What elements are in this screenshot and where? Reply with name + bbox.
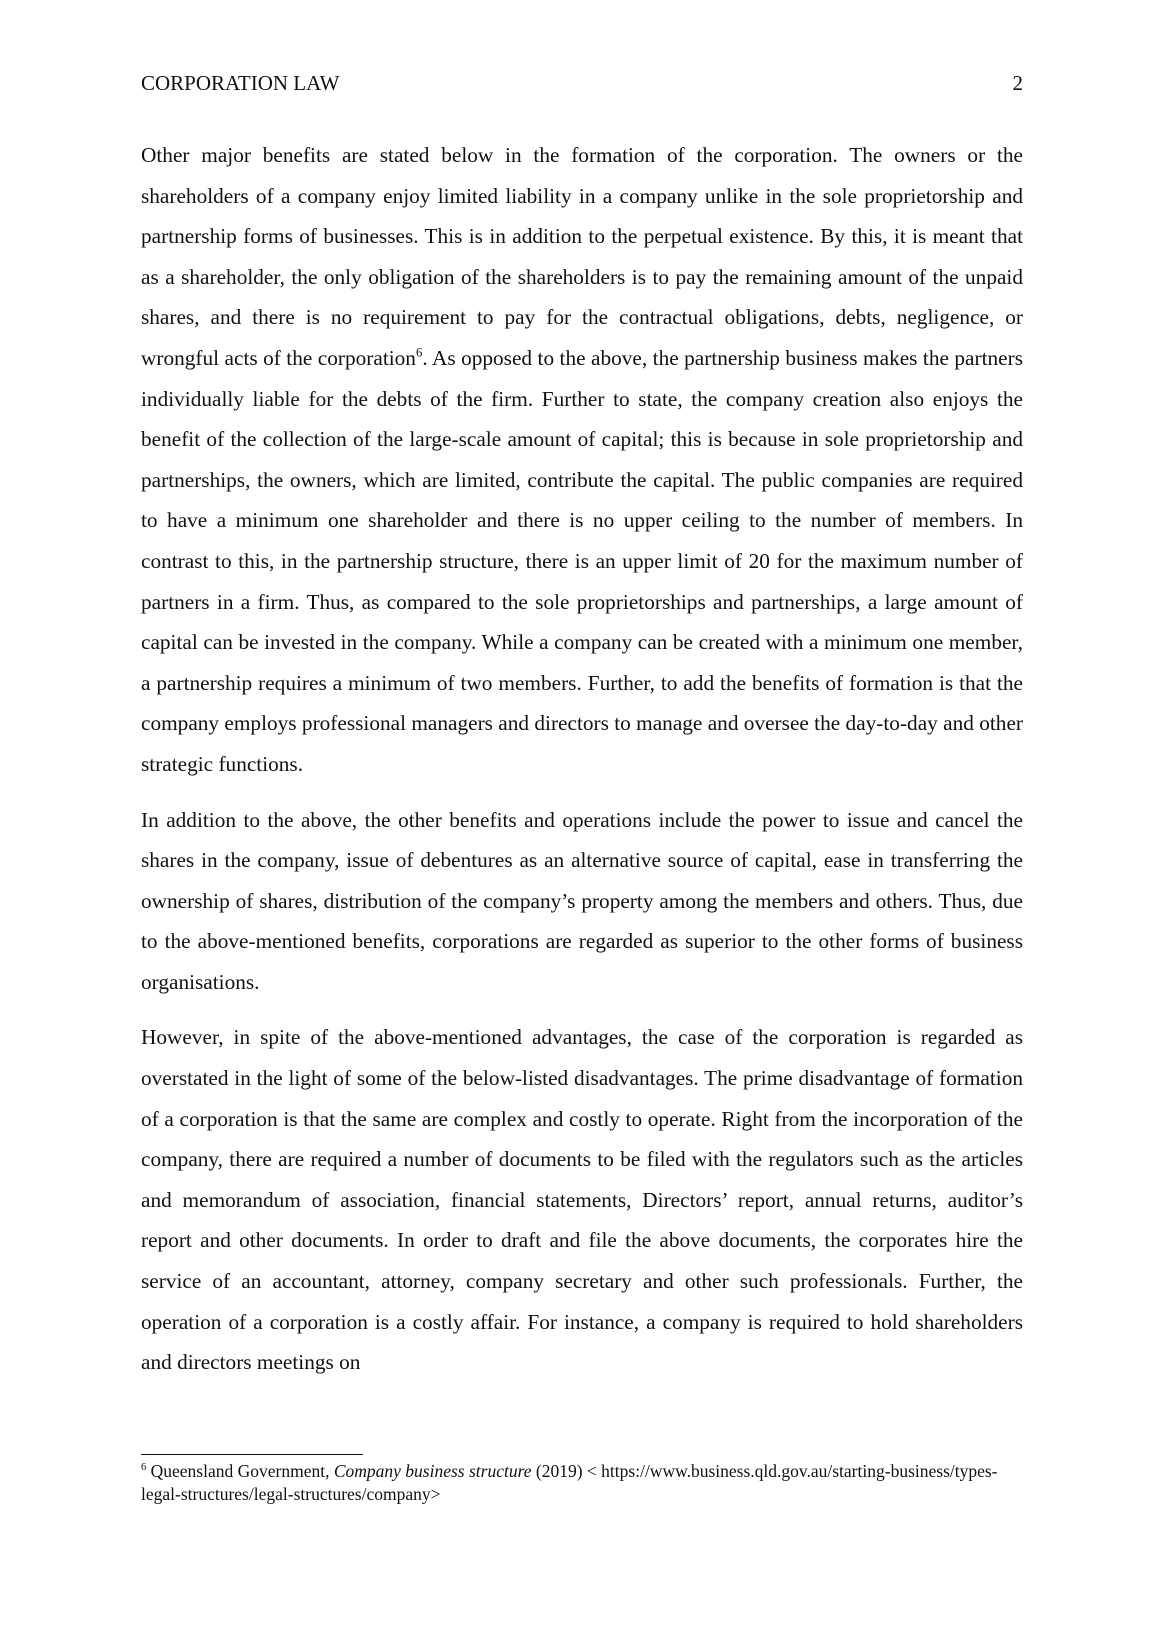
paragraph-1-text-before-ref: Other major benefits are stated below in the formation of the corporation. The owners or the shareholders of a company enjoy limited liability in a company unlike in the sole proprietorship and partnership forms of businesses. This is in addition to the perpetual existence. By this, it is meant that as a shareholder, the only obligation of the shareholders is to pay the remaining amount of the unpaid shares, and there is no requirement to pay for the contractual obligations, debts, negligence, or wrongful acts of the corporation [141, 143, 1023, 370]
body-text [141, 135, 1023, 1398]
footnote-separator [141, 1454, 363, 1455]
paragraph-1 [141, 135, 1023, 785]
footnote-citation-rest: (2019) < https://www.business.qld.gov.au/starting-business/types-legal-structures/legal-structures/company> [141, 1461, 998, 1504]
paragraph-3: However, in spite of the above-mentioned advantages, the case of the corporation is regarded as overstated in the light of some of the below-listed disadvantages. The prime disadvantage of formation of a corporation is that the same are complex and costly to operate. Right from the incorporation of the company, there are required a number of documents to be filed with the regulators such as the articles and memorandum of association, financial statements, Directors’ report, annual returns, auditor’s report and other documents. In order to draft and file the above documents, the corporates hire the service of an accountant, attorney, company secretary and other such professionals. Further, the operation of a corporation is a costly affair. For instance, a company is required to hold shareholders and directors meetings on [141, 1025, 1023, 1375]
paragraph-2: In addition to the above, the other benefits and operations include the power to issue and cancel the shares in the company, issue of debentures as an alternative source of capital, ease in transferring the ownership of shares, distribution of the company’s property among the members and others. Thus, due to the above-mentioned benefits, corporations are regarded as superior to the other forms of business organisations. [141, 807, 1023, 994]
footnote-number: 6 [141, 1462, 147, 1474]
page-header [141, 68, 1023, 98]
footnote-reference[interactable]: 6 [415, 345, 423, 360]
footnote [141, 1460, 1023, 1506]
footnote-title: Company business structure [333, 1461, 532, 1481]
running-title: CORPORATION LAW [141, 71, 340, 95]
paragraph-1-text-after-ref: . As opposed to the above, the partnership business makes the partners individually liable for the debts of the firm. Further to state, the company creation also enjoys the benefit of the collection of the large-scale amount of capital; this is because in sole proprietorship and partnerships, the owners, which are limited, contribute the capital. The public companies are required to have a minimum one shareholder and there is no upper ceiling to the number of members. In contrast to this, in the partnership structure, there is an upper limit of 20 for the maximum number of partners in a firm. Thus, as compared to the sole proprietorships and partnerships, a large amount of capital can be invested in the company. While a company can be created with a minimum one member, a partnership requires a minimum of two members. Further, to add the benefits of formation is that the company employs professional managers and directors to manage and oversee the day-to-day and other strategic functions. [141, 345, 1023, 776]
footnote-author: Queensland Government, [146, 1461, 334, 1481]
page-number: 2 [1012, 71, 1023, 95]
